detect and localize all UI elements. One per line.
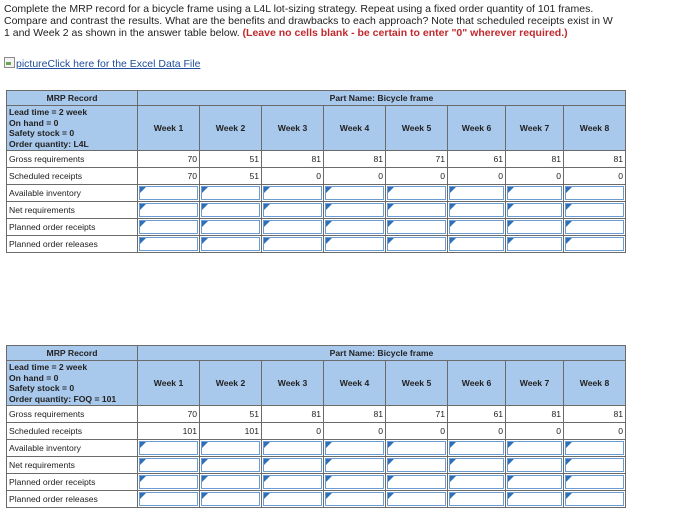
porel-input[interactable]	[201, 492, 260, 506]
por-input[interactable]	[325, 475, 384, 489]
available-input-cell	[386, 185, 448, 202]
row-por	[7, 219, 626, 236]
mrp-record-info	[7, 106, 138, 151]
porel-input-cell	[506, 491, 564, 508]
excel-data-file-link[interactable]: Click here for the Excel Data File	[47, 58, 201, 70]
porel-input-cell	[262, 236, 324, 253]
available-input-cell	[200, 440, 262, 457]
row-scheduled	[7, 423, 626, 440]
porel-input-cell	[200, 236, 262, 253]
scheduled-value: 0	[506, 423, 564, 440]
por-input[interactable]	[507, 220, 562, 234]
porel-input-cell	[324, 236, 386, 253]
net-input-cell	[324, 457, 386, 474]
available-input[interactable]	[263, 186, 322, 200]
row-porel	[7, 491, 626, 508]
gross-value: 51	[200, 406, 262, 423]
porel-input-cell	[138, 236, 200, 253]
available-input[interactable]	[201, 186, 260, 200]
available-input[interactable]	[507, 186, 562, 200]
available-input[interactable]	[507, 441, 562, 455]
porel-input-cell	[324, 491, 386, 508]
scheduled-value: 0	[564, 423, 626, 440]
net-input-cell	[564, 202, 626, 219]
instructions-line-3	[4, 28, 687, 40]
row-por	[7, 474, 626, 491]
net-input[interactable]	[139, 458, 198, 472]
porel-input-cell	[386, 491, 448, 508]
scheduled-value: 0	[448, 168, 506, 185]
gross-value: 81	[506, 151, 564, 168]
porel-input-cell	[564, 236, 626, 253]
available-input[interactable]	[139, 186, 198, 200]
net-input[interactable]	[201, 458, 260, 472]
week-header: Week 4	[324, 361, 386, 406]
net-input-cell	[138, 202, 200, 219]
row-available	[7, 440, 626, 457]
picture-icon	[4, 57, 15, 68]
row-porel	[7, 236, 626, 253]
porel-input[interactable]	[139, 237, 198, 251]
info-line: Order quantity: L4L	[9, 138, 89, 149]
mrp-table-l4l	[6, 90, 626, 253]
net-input-cell	[200, 202, 262, 219]
available-input-cell	[324, 440, 386, 457]
picture-alt-text: picture	[16, 58, 48, 70]
net-input[interactable]	[263, 458, 322, 472]
por-input[interactable]	[507, 475, 562, 489]
porel-input-cell	[448, 491, 506, 508]
gross-value: 51	[200, 151, 262, 168]
por-input-cell	[564, 219, 626, 236]
porel-input[interactable]	[263, 492, 322, 506]
gross-value: 71	[386, 406, 448, 423]
week-header: Week 4	[324, 106, 386, 151]
available-input[interactable]	[449, 186, 504, 200]
week-header: Week 8	[564, 361, 626, 406]
por-input-cell	[324, 474, 386, 491]
mrp-record-info	[7, 361, 138, 406]
info-line: Lead time = 2 week	[9, 107, 88, 117]
row-gross	[7, 151, 626, 168]
week-header: Week 2	[200, 106, 262, 151]
available-input-cell	[262, 440, 324, 457]
available-input-cell	[138, 185, 200, 202]
week-header: Week 7	[506, 361, 564, 406]
por-input[interactable]	[387, 220, 446, 234]
gross-value: 70	[138, 406, 200, 423]
row-net	[7, 457, 626, 474]
row-available	[7, 185, 626, 202]
available-input-cell	[506, 440, 564, 457]
available-input[interactable]	[263, 441, 322, 455]
available-input[interactable]	[565, 441, 624, 455]
porel-input[interactable]	[325, 237, 384, 251]
porel-input-cell	[564, 491, 626, 508]
por-input[interactable]	[139, 475, 198, 489]
mrp-week-header-row	[7, 361, 626, 406]
week-header: Week 6	[448, 361, 506, 406]
instructions-line-2: Compare and contrast the results. What are the benefits and drawbacks to each approach? Note that scheduled receipts exist in W	[4, 14, 613, 27]
por-input[interactable]	[139, 220, 198, 234]
scheduled-value: 0	[448, 423, 506, 440]
por-input-cell	[448, 219, 506, 236]
gross-value: 81	[324, 151, 386, 168]
week-header: Week 8	[564, 106, 626, 151]
por-input-cell	[506, 219, 564, 236]
available-input-cell	[324, 185, 386, 202]
info-line: Order quantity: FOQ = 101	[9, 393, 117, 404]
porel-input-cell	[200, 491, 262, 508]
week-header: Week 6	[448, 106, 506, 151]
por-input-cell	[138, 219, 200, 236]
scheduled-value: 0	[324, 168, 386, 185]
mrp-header-row	[7, 91, 626, 106]
por-input[interactable]	[201, 475, 260, 489]
gross-value: 81	[564, 406, 626, 423]
net-input[interactable]	[325, 458, 384, 472]
info-line: Safety stock = 0	[9, 128, 75, 138]
week-header: Week 1	[138, 106, 200, 151]
porel-input[interactable]	[139, 492, 198, 506]
scheduled-value: 51	[200, 168, 262, 185]
porel-input[interactable]	[449, 492, 504, 506]
net-input[interactable]	[449, 458, 504, 472]
blank-cells-warning: (Leave no cells blank - be certain to enter "0" wherever required.)	[242, 26, 568, 39]
mrp-week-header-row	[7, 106, 626, 151]
row-label-porel: Planned order releases	[7, 236, 138, 253]
available-input[interactable]	[325, 186, 384, 200]
por-input-cell	[386, 474, 448, 491]
net-input-cell	[564, 457, 626, 474]
scheduled-value: 0	[506, 168, 564, 185]
net-input[interactable]	[507, 458, 562, 472]
por-input[interactable]	[565, 220, 624, 234]
porel-input-cell	[138, 491, 200, 508]
row-label-scheduled: Scheduled receipts	[7, 423, 138, 440]
scheduled-value: 0	[564, 168, 626, 185]
por-input[interactable]	[387, 475, 446, 489]
net-input[interactable]	[507, 203, 562, 217]
gross-value: 81	[564, 151, 626, 168]
row-label-porel: Planned order releases	[7, 491, 138, 508]
part-name: Part Name: Bicycle frame	[138, 91, 626, 106]
excel-data-link-row	[4, 57, 200, 70]
net-input-cell	[506, 202, 564, 219]
row-scheduled	[7, 168, 626, 185]
por-input-cell	[506, 474, 564, 491]
por-input-cell	[324, 219, 386, 236]
net-input-cell	[448, 202, 506, 219]
porel-input-cell	[262, 491, 324, 508]
net-input-cell	[324, 202, 386, 219]
gross-value: 70	[138, 151, 200, 168]
week-header: Week 3	[262, 106, 324, 151]
mrp-record-title: MRP Record	[7, 346, 138, 361]
week-header: Week 7	[506, 106, 564, 151]
porel-input[interactable]	[263, 237, 322, 251]
mrp-header-row	[7, 346, 626, 361]
scheduled-value: 101	[200, 423, 262, 440]
scheduled-value: 0	[324, 423, 386, 440]
por-input-cell	[138, 474, 200, 491]
available-input[interactable]	[387, 186, 446, 200]
scheduled-value: 0	[262, 423, 324, 440]
available-input[interactable]	[201, 441, 260, 455]
porel-input-cell	[506, 236, 564, 253]
porel-input-cell	[448, 236, 506, 253]
instructions-line-3-text: 1 and Week 2 as shown in the answer table below.	[4, 26, 240, 39]
por-input-cell	[448, 474, 506, 491]
gross-value: 61	[448, 151, 506, 168]
available-input-cell	[564, 185, 626, 202]
por-input[interactable]	[565, 475, 624, 489]
info-line: Lead time = 2 week	[9, 362, 88, 372]
available-input-cell	[262, 185, 324, 202]
info-line: On hand = 0	[9, 372, 59, 383]
available-input-cell	[506, 185, 564, 202]
part-name: Part Name: Bicycle frame	[138, 346, 626, 361]
info-line: On hand = 0	[9, 117, 59, 128]
porel-input[interactable]	[387, 492, 446, 506]
scheduled-value: 101	[138, 423, 200, 440]
available-input[interactable]	[387, 441, 446, 455]
scheduled-value: 0	[262, 168, 324, 185]
available-input[interactable]	[449, 441, 504, 455]
row-label-por: Planned order receipts	[7, 219, 138, 236]
scheduled-value: 70	[138, 168, 200, 185]
por-input-cell	[386, 219, 448, 236]
week-header: Week 1	[138, 361, 200, 406]
gross-value: 81	[262, 151, 324, 168]
gross-value: 71	[386, 151, 448, 168]
por-input[interactable]	[263, 475, 322, 489]
row-label-por: Planned order receipts	[7, 474, 138, 491]
porel-input[interactable]	[201, 237, 260, 251]
porel-input[interactable]	[565, 492, 624, 506]
net-input-cell	[506, 457, 564, 474]
net-input[interactable]	[565, 203, 624, 217]
gross-value: 61	[448, 406, 506, 423]
porel-input[interactable]	[387, 237, 446, 251]
por-input-cell	[200, 474, 262, 491]
net-input-cell	[200, 457, 262, 474]
gross-value: 81	[324, 406, 386, 423]
net-input-cell	[138, 457, 200, 474]
por-input-cell	[200, 219, 262, 236]
por-input-cell	[564, 474, 626, 491]
por-input[interactable]	[449, 220, 504, 234]
gross-value: 81	[262, 406, 324, 423]
available-input[interactable]	[139, 441, 198, 455]
instructions-line-1: Complete the MRP record for a bicycle frame using a L4L lot-sizing strategy. Repeat using a fixed order quantity of 101 frames.	[4, 3, 594, 15]
row-label-scheduled: Scheduled receipts	[7, 168, 138, 185]
mrp-record-title: MRP Record	[7, 91, 138, 106]
net-input[interactable]	[449, 203, 504, 217]
porel-input[interactable]	[325, 492, 384, 506]
week-header: Week 2	[200, 361, 262, 406]
net-input-cell	[262, 457, 324, 474]
net-input[interactable]	[325, 203, 384, 217]
por-input[interactable]	[201, 220, 260, 234]
available-input[interactable]	[325, 441, 384, 455]
porel-input[interactable]	[449, 237, 504, 251]
row-label-available: Available inventory	[7, 440, 138, 457]
available-input-cell	[448, 440, 506, 457]
available-input[interactable]	[565, 186, 624, 200]
por-input-cell	[262, 219, 324, 236]
row-label-gross: Gross requirements	[7, 406, 138, 423]
net-input-cell	[448, 457, 506, 474]
row-gross	[7, 406, 626, 423]
por-input[interactable]	[449, 475, 504, 489]
row-label-available: Available inventory	[7, 185, 138, 202]
instructions	[4, 4, 687, 39]
porel-input[interactable]	[507, 237, 562, 251]
net-input-cell	[386, 202, 448, 219]
week-header: Week 5	[386, 106, 448, 151]
por-input-cell	[262, 474, 324, 491]
net-input[interactable]	[565, 458, 624, 472]
por-input[interactable]	[325, 220, 384, 234]
info-line: Safety stock = 0	[9, 383, 75, 393]
available-input-cell	[138, 440, 200, 457]
net-input[interactable]	[139, 203, 198, 217]
scheduled-value: 0	[386, 423, 448, 440]
mrp-table-foq	[6, 345, 626, 508]
gross-value: 81	[506, 406, 564, 423]
available-input-cell	[448, 185, 506, 202]
net-input[interactable]	[387, 203, 446, 217]
week-header: Week 3	[262, 361, 324, 406]
available-input-cell	[564, 440, 626, 457]
net-input-cell	[386, 457, 448, 474]
net-input-cell	[262, 202, 324, 219]
por-input[interactable]	[263, 220, 322, 234]
available-input-cell	[200, 185, 262, 202]
net-input[interactable]	[263, 203, 322, 217]
porel-input[interactable]	[565, 237, 624, 251]
row-label-net: Net requirements	[7, 202, 138, 219]
row-label-net: Net requirements	[7, 457, 138, 474]
scheduled-value: 0	[386, 168, 448, 185]
row-net	[7, 202, 626, 219]
available-input-cell	[386, 440, 448, 457]
porel-input-cell	[386, 236, 448, 253]
row-label-gross: Gross requirements	[7, 151, 138, 168]
week-header: Week 5	[386, 361, 448, 406]
net-input[interactable]	[387, 458, 446, 472]
net-input[interactable]	[201, 203, 260, 217]
porel-input[interactable]	[507, 492, 562, 506]
